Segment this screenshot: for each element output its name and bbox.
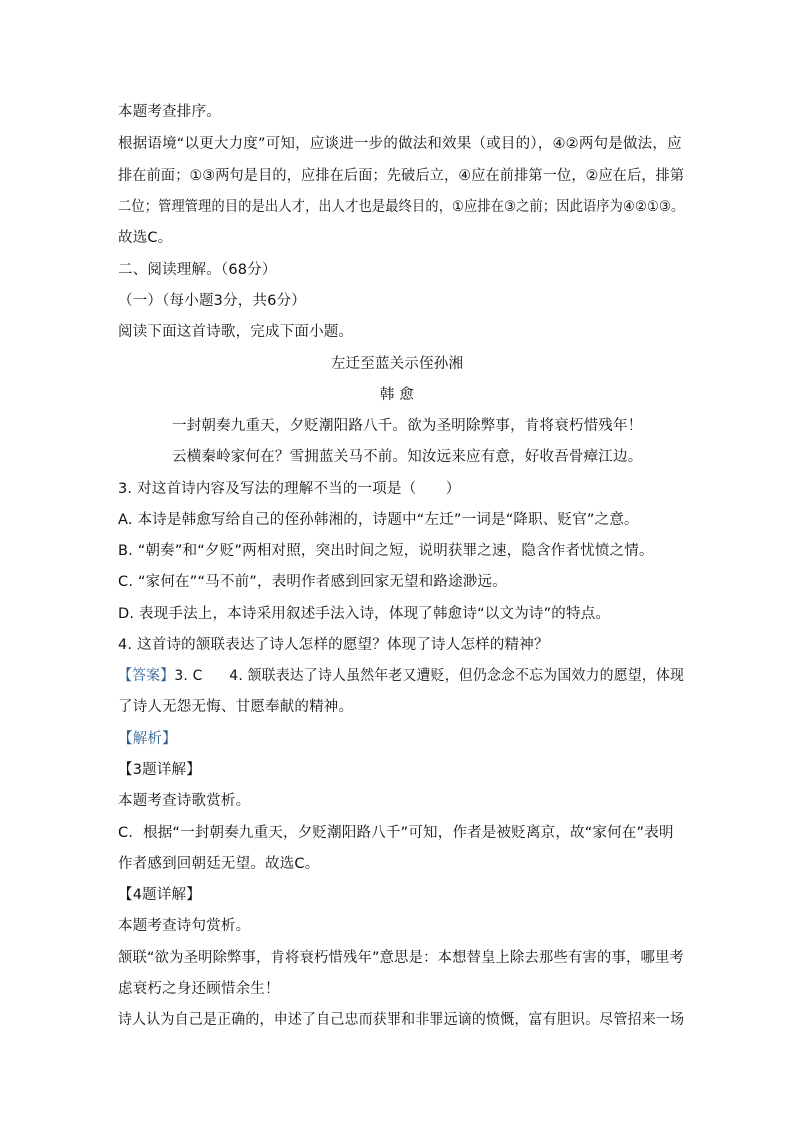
intro-paragraph-line: 排在前面；①③两句是目的，应排在后面；先破后立，④应在前排第一位，②应在后，排第 (118, 168, 685, 184)
section-subtitle: （一）（每小题3分，共6分） (118, 293, 306, 309)
intro-topic: 本题考查排序。 (118, 104, 221, 120)
detail-3-topic: 本题考查诗歌赏析。 (118, 793, 251, 809)
detail-4-text: 诗人认为自己是正确的，申述了自己忠而获罪和非罪远谪的愤慨，富有胆识。尽管招来一场 (118, 1012, 685, 1028)
detail-4-header: 【4题详解】 (118, 887, 201, 903)
poem-author: 韩 愈 (379, 387, 415, 403)
answer-tag: 【答案】 (118, 668, 175, 684)
section-instruction: 阅读下面这首诗歌，完成下面小题。 (118, 324, 354, 340)
answer-3: 3. C (174, 668, 203, 684)
answer-line (118, 666, 684, 686)
detail-4-text: 虑衰朽之身还顾惜余生！ (118, 981, 280, 997)
detail-4-topic: 本题考查诗句赏析。 (118, 918, 251, 934)
answer-4: 4. 颔联表达了诗人虽然年老又遭贬，但仍念念不忘为国效力的愿望，体现 (229, 668, 685, 684)
question-3-option-a: A. 本诗是韩愈写给自己的侄孙韩湘的，诗题中“左迁”一词是“降职、贬官”之意。 (118, 512, 639, 528)
intro-choice: 故选C。 (118, 230, 173, 246)
poem-title: 左迁至蓝关示侄孙湘 (330, 356, 464, 372)
poem-line: 云横秦岭家何在？雪拥蓝关马不前。知汝远来应有意，好收吾骨瘴江边。 (172, 449, 643, 465)
intro-paragraph-line: 根据语境“以更大力度”可知，应谈进一步的做法和效果（或目的），④②两句是做法，应 (118, 136, 682, 152)
question-3-option-c: C. “家何在”“马不前”，表明作者感到回家无望和路途渺远。 (118, 574, 507, 590)
detail-3-header: 【3题详解】 (118, 762, 201, 778)
question-3-option-b: B. “朝奏”和“夕贬”两相对照，突出时间之短，说明获罪之速，隐含作者忧愤之情。 (118, 543, 654, 559)
intro-paragraph-line: 二位；管理管理的目的是出人才，出人才也是最终目的，①应排在③之前；因此语序为④②①③。 (118, 199, 685, 215)
detail-3-text: C．根据“一封朝奏九重天，夕贬潮阳路八千”可知，作者是被贬离京，故“家何在”表明 (118, 825, 674, 841)
question-4-stem: 4. 这首诗的颔联表达了诗人怎样的愿望？体现了诗人怎样的精神？ (118, 637, 549, 653)
detail-4-text: 颔联“欲为圣明除弊事，肯将衰朽惜残年”意思是：本想替皇上除去那些有害的事，哪里考 (118, 950, 684, 966)
question-3-option-d: D. 表现手法上，本诗采用叙述手法入诗，体现了韩愈诗“以文为诗”的特点。 (118, 606, 611, 622)
section-title: 二、阅读理解。（68分） (118, 262, 277, 278)
question-3-stem: 3. 对这首诗内容及写法的理解不当的一项是（ ） (118, 481, 461, 497)
poem-line: 一封朝奏九重天，夕贬潮阳路八千。欲为圣明除弊事，肯将衰朽惜残年！ (172, 418, 643, 434)
detail-3-text: 作者感到回朝廷无望。故选C。 (118, 856, 320, 872)
analysis-tag: 【解析】 (118, 731, 177, 747)
answer-4-continued: 了诗人无怨无悔、甘愿奉献的精神。 (118, 699, 354, 715)
